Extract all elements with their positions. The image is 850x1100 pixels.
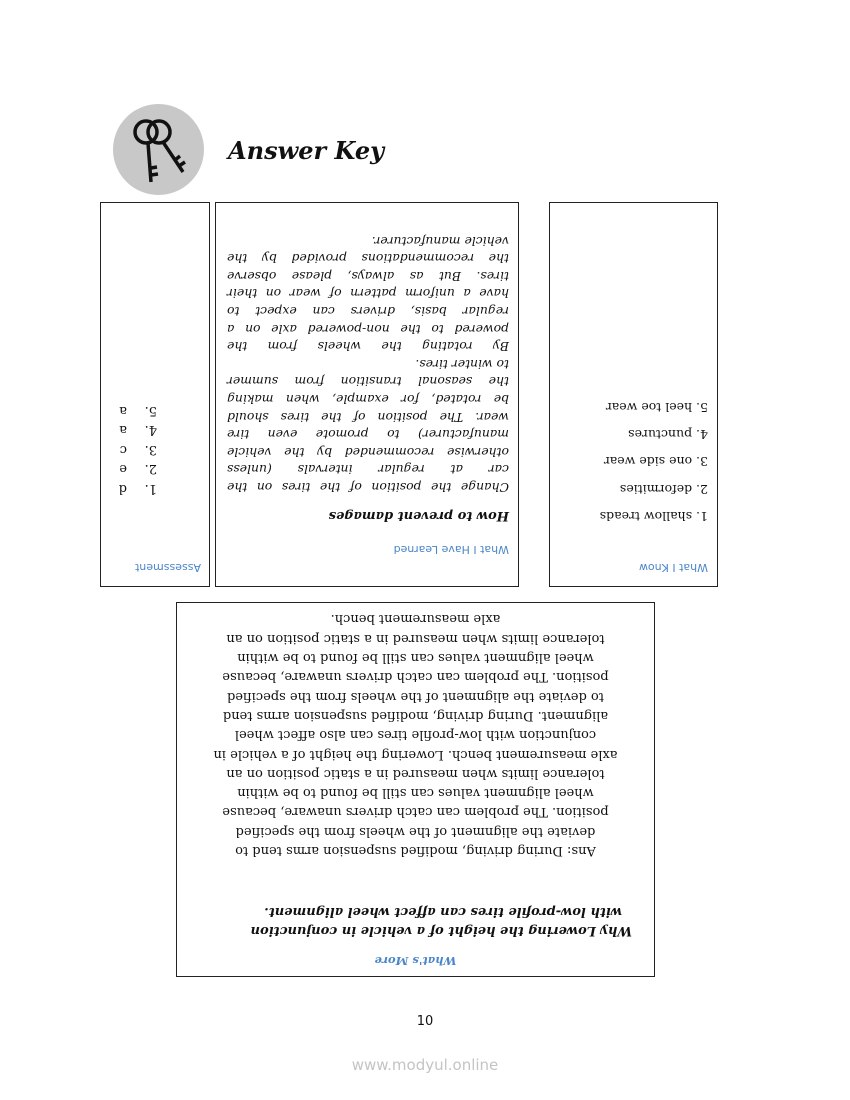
text-line: position. The problem can catch drivers unaware, because	[222, 804, 609, 820]
item-answer: e	[119, 461, 127, 477]
item-answer: d	[118, 481, 127, 496]
learned-heading: How to prevent damages	[328, 508, 509, 523]
text-line: wheel alignment values can still be found to be within	[237, 785, 594, 801]
item-answer: a	[119, 422, 127, 438]
text-line: tolerance limits when measured in a static position on an	[226, 630, 605, 646]
text-line: wheel alignment values can still be found to be within	[237, 650, 594, 666]
item-number: 5.	[144, 403, 157, 418]
text-line: By rotating the wheels from the	[227, 339, 509, 355]
learned-label: What I Have Learned	[393, 543, 509, 556]
text-line: the recommendations provided by the	[227, 251, 509, 267]
page-title: Answer Key	[228, 136, 385, 165]
item-number: 4.	[144, 422, 157, 438]
more-label: What's More	[374, 954, 457, 968]
more-question	[251, 902, 632, 940]
item-answer: a	[119, 403, 127, 418]
text-line: vehicle manufacturer.	[371, 233, 509, 249]
question-line: Why Lowering the height of a vehicle in conjunction	[250, 923, 632, 938]
text-line: Change the position of the tires on the	[227, 480, 509, 495]
more-answer	[177, 609, 654, 860]
more-box	[176, 602, 655, 977]
know-label: What I Know	[638, 561, 708, 574]
text-line: tolerance limits when measured in a static position on an	[226, 765, 605, 781]
list-item: 5. heel toe wear	[605, 399, 708, 415]
text-line: otherwise recommended by the vehicle	[227, 444, 509, 460]
text-line: the seasonal transition from summer	[227, 374, 509, 390]
text-line: deviate the alignment of the wheels from the specified	[235, 823, 596, 839]
text-line: axle measurement bench. Lowering the height of a vehicle in	[213, 746, 618, 762]
list-item	[119, 479, 157, 499]
text-line: manufacturer) to promote even tire	[227, 427, 509, 443]
text-line: have a uniform pattern of wear on their	[227, 286, 509, 302]
list-item: 4. punctures	[628, 427, 708, 443]
text-line: regular basis, drivers can expect to	[227, 304, 509, 320]
text-line: car at regular intervals (unless	[227, 462, 509, 478]
watermark: www.modyul.online	[351, 1056, 499, 1074]
item-number: 1.	[144, 481, 157, 496]
item-answer: c	[119, 442, 127, 457]
list-item: 3. one side wear	[603, 454, 708, 470]
keys-icon	[113, 104, 204, 195]
text-line: wear. The position of the tires should	[227, 409, 509, 425]
text-line: Ans: During driving, modified suspension arms tend to	[235, 843, 596, 858]
page-number: 10	[416, 1014, 434, 1029]
learned-box	[215, 202, 519, 587]
list-item	[119, 420, 157, 440]
text-line: axle measurement bench.	[330, 611, 501, 627]
learned-paragraph	[227, 232, 509, 496]
question-line: with low-profile tires can affect wheel alignment.	[264, 904, 622, 919]
text-line: to deviate the alignment of the wheels from the specified	[226, 688, 605, 704]
know-box	[549, 202, 718, 587]
text-line: tires. But as always, please observe	[227, 268, 509, 284]
know-list	[600, 394, 708, 530]
assessment-list	[119, 401, 157, 499]
list-item	[119, 459, 157, 479]
list-item	[119, 440, 157, 460]
text-line: position. The problem can catch drivers unaware, because	[222, 669, 609, 685]
text-line: to winter tires.	[415, 356, 509, 372]
list-item: 2. deformities	[619, 481, 708, 497]
text-line: conjunction with low-profile tires can also affect wheel	[234, 727, 597, 743]
list-item	[119, 401, 157, 421]
text-line: be rotated, for example, when making	[227, 392, 509, 408]
text-line: alignment. During driving, modified suspension arms tend	[222, 707, 609, 723]
list-item: 1. shallow treads	[599, 509, 708, 524]
assessment-label: Assessment	[135, 561, 201, 574]
item-number: 3.	[144, 442, 157, 457]
text-line: powered to the non-powered axle on a	[227, 321, 509, 337]
assessment-box	[100, 202, 210, 587]
item-number: 2.	[144, 461, 157, 477]
